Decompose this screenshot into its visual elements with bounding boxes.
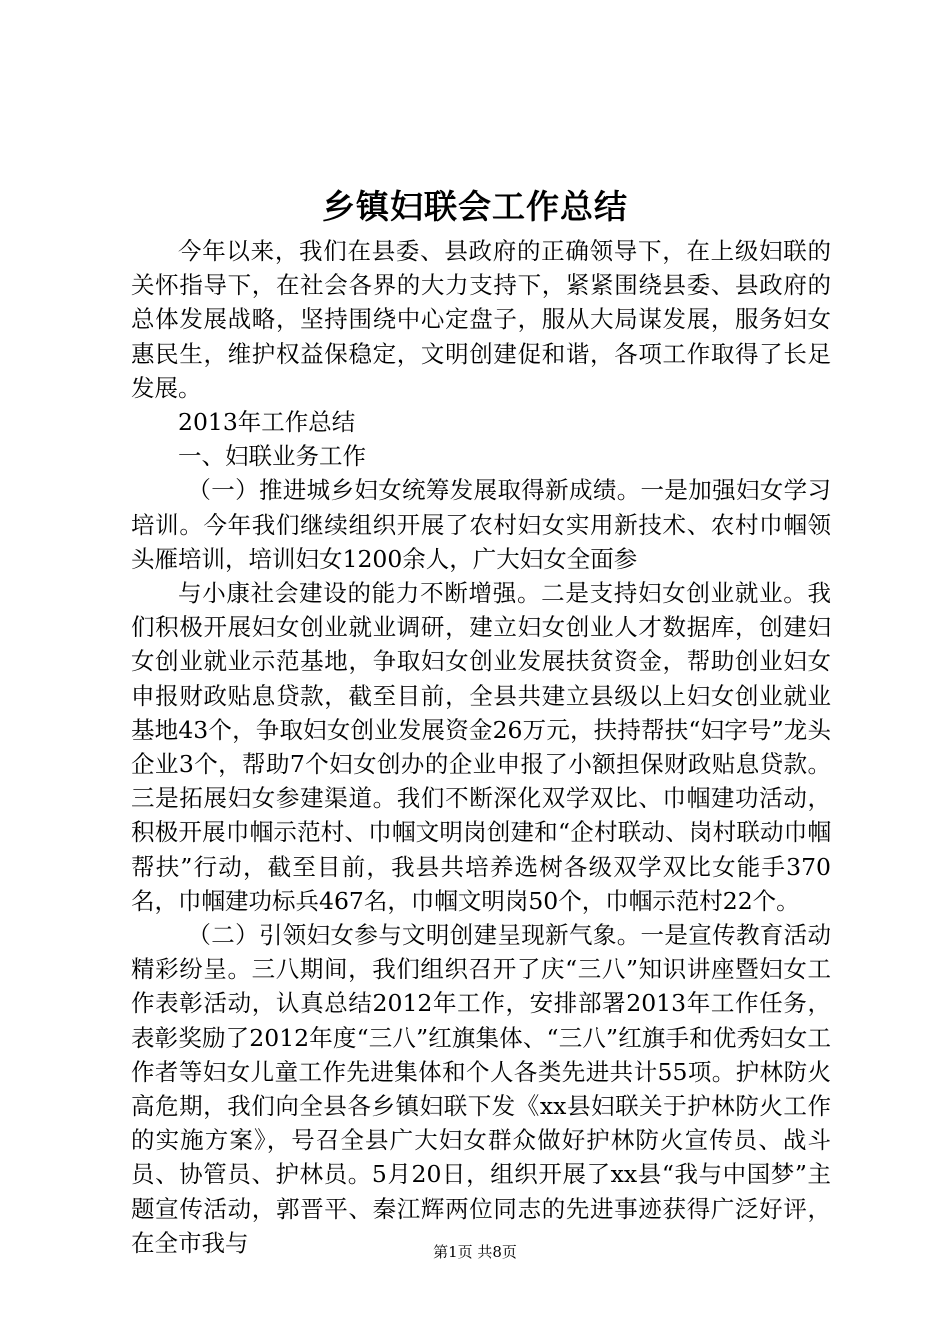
paragraph-part-two: （二）引领妇女参与文明创建呈现新气象。一是宣传教育活动精彩纷呈。三八期间，我们组织召开了庆“三八”知识讲座暨妇女工作表彰活动，认真总结2012年工作，安排部署2013年工作任务，表彰奖励了2012年度“三八”红旗集体、“三八”红旗手和优秀妇女工作者等妇女儿童工作先进集体和个人各类先进共计55项。护林防火高危期，我们向全县各乡镇妇联下发《xx县妇联关于护林防火工作的实施方案》，号召全县广大妇女群众做好护林防火宣传员、战斗员、协管员、护林员。5月20日，组织开展了xx县“我与中国梦”主题宣传活动，郭晋平、秦江辉两位同志的先进事迹获得广泛好评，在全市我与 bbox=[131, 921, 831, 1257]
paragraph-section-heading: 一、妇联业务工作 bbox=[178, 442, 366, 471]
page-footer: 第1页 共8页 bbox=[433, 1243, 517, 1261]
document-title: 乡镇妇联会工作总结 bbox=[322, 187, 628, 226]
paragraph-year-summary-heading: 2013年工作总结 bbox=[178, 408, 356, 437]
paragraph-intro: 今年以来，我们在县委、县政府的正确领导下，在上级妇联的关怀指导下，在社会各界的大力支持下，紧紧围绕县委、县政府的总体发展战略，坚持围绕中心定盘子，服从大局谋发展，服务妇女惠民生，维护权益保稳定，文明创建促和谐，各项工作取得了长足发展。 bbox=[131, 237, 831, 402]
paragraph-part-one: （一）推进城乡妇女统筹发展取得新成绩。一是加强妇女学习培训。今年我们继续组织开展了农村妇女实用新技术、农村巾帼领头雁培训，培训妇女1200余人，广大妇女全面参 bbox=[131, 476, 831, 573]
document-body bbox=[131, 234, 831, 1260]
paragraph-part-one-continued: 与小康社会建设的能力不断增强。二是支持妇女创业就业。我们积极开展妇女创业就业调研，建立妇女创业人才数据库，创建妇女创业就业示范基地，争取妇女创业发展扶贫资金，帮助创业妇女申报财政贴息贷款，截至目前，全县共建立县级以上妇女创业就业基地43个，争取妇女创业发展资金26万元，扶持帮扶“妇字号”龙头企业3个，帮助7个妇女创办的企业申报了小额担保财政贴息贷款。三是拓展妇女参建渠道。我们不断深化双学双比、巾帼建功活动，积极开展巾帼示范村、巾帼文明岗创建和“企村联动、岗村联动巾帼帮扶”行动，截至目前，我县共培养选树各级双学双比女能手370名，巾帼建功标兵467名，巾帼文明岗50个，巾帼示范村22个。 bbox=[131, 579, 831, 915]
